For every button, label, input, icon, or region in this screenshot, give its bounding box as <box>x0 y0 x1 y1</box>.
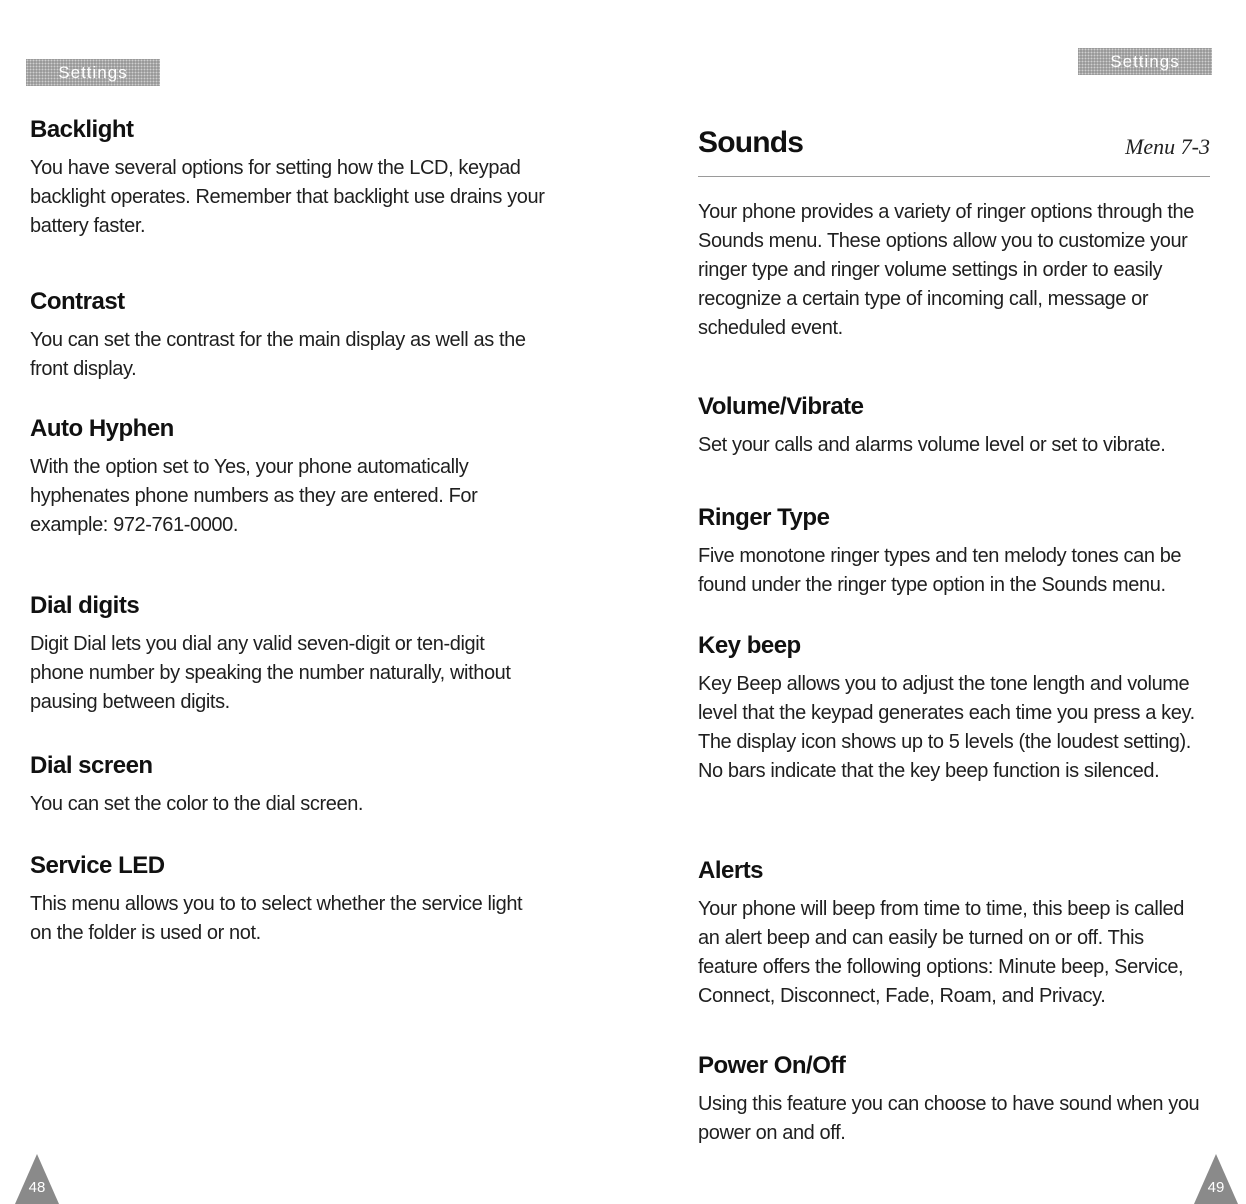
section-title: Auto Hyphen <box>30 415 174 442</box>
section-title: Backlight <box>30 116 134 143</box>
section-volume-vibrate <box>698 393 1218 460</box>
section-body: Your phone will beep from time to time, this beep is called an alert beep and can easily be turned on or off. This feature offers the following options: Minute beep, Service, Connect, Disconnect, Fade, Roam, and Privacy. <box>698 898 1184 1007</box>
menu-reference: Menu 7-3 <box>1125 134 1210 159</box>
section-title: Volume/Vibrate <box>698 393 864 420</box>
section-backlight <box>30 116 590 241</box>
section-contrast <box>30 288 590 384</box>
intro-paragraph <box>698 198 1218 343</box>
chapter-header <box>698 126 1210 177</box>
section-alerts <box>698 857 1218 1011</box>
section-body: Five monotone ringer types and ten melody tones can be found under the ringer type option in the Sounds menu. <box>698 545 1182 596</box>
section-title: Dial screen <box>30 752 153 779</box>
section-body: Digit Dial lets you dial any valid seven-digit or ten-digit phone number by speaking the number naturally, without pausing between digits. <box>30 633 511 713</box>
section-body: With the option set to Yes, your phone automatically hyphenates phone numbers as they are entered. For example: 972-761-0000. <box>30 456 478 536</box>
section-title: Power On/Off <box>698 1052 846 1079</box>
section-body: You have several options for setting how the LCD, keypad backlight operates. Remember that backlight use drains your battery faster. <box>30 157 545 237</box>
section-tab-settings: Settings <box>1078 48 1212 75</box>
section-power-on-off <box>698 1052 1218 1148</box>
triangle-icon <box>1193 1152 1239 1204</box>
section-title: Key beep <box>698 632 801 659</box>
section-dial-screen <box>30 752 590 819</box>
section-ringer-type <box>698 504 1218 600</box>
section-body: You can set the color to the dial screen. <box>30 793 364 815</box>
section-body: Key Beep allows you to adjust the tone length and volume level that the keypad generates each time you press a key. The display icon shows up to 5 levels (the loudest setting). No bars indicate that the key beep function is silenced. <box>698 673 1195 782</box>
section-title: Contrast <box>30 288 125 315</box>
section-service-led <box>30 852 590 948</box>
section-tab-settings: Settings <box>26 59 160 86</box>
page-number: 48 <box>28 1179 46 1196</box>
section-title: Dial digits <box>30 592 140 619</box>
section-body: Set your calls and alarms volume level or set to vibrate. <box>698 434 1166 456</box>
triangle-icon <box>14 1152 60 1204</box>
page-number-marker <box>14 1152 60 1204</box>
section-title: Alerts <box>698 857 764 884</box>
page-number-marker <box>1193 1152 1239 1204</box>
page-title: Sounds <box>698 126 804 159</box>
page-number: 49 <box>1207 1179 1225 1196</box>
section-auto-hyphen <box>30 415 590 540</box>
right-page <box>623 0 1246 1204</box>
section-body: You can set the contrast for the main display as well as the front display. <box>30 329 526 380</box>
section-title: Ringer Type <box>698 504 830 531</box>
intro-text: Your phone provides a variety of ringer options through the Sounds menu. These options allow you to customize your ringer type and ringer volume settings in order to easily recognize a certain type of incoming call, message or scheduled event. <box>698 201 1194 339</box>
section-body: This menu allows you to to select whether the service light on the folder is used or not. <box>30 893 523 944</box>
section-key-beep <box>698 632 1218 786</box>
section-dial-digits <box>30 592 590 717</box>
section-body: Using this feature you can choose to have sound when you power on and off. <box>698 1093 1200 1144</box>
section-title: Service LED <box>30 852 165 879</box>
